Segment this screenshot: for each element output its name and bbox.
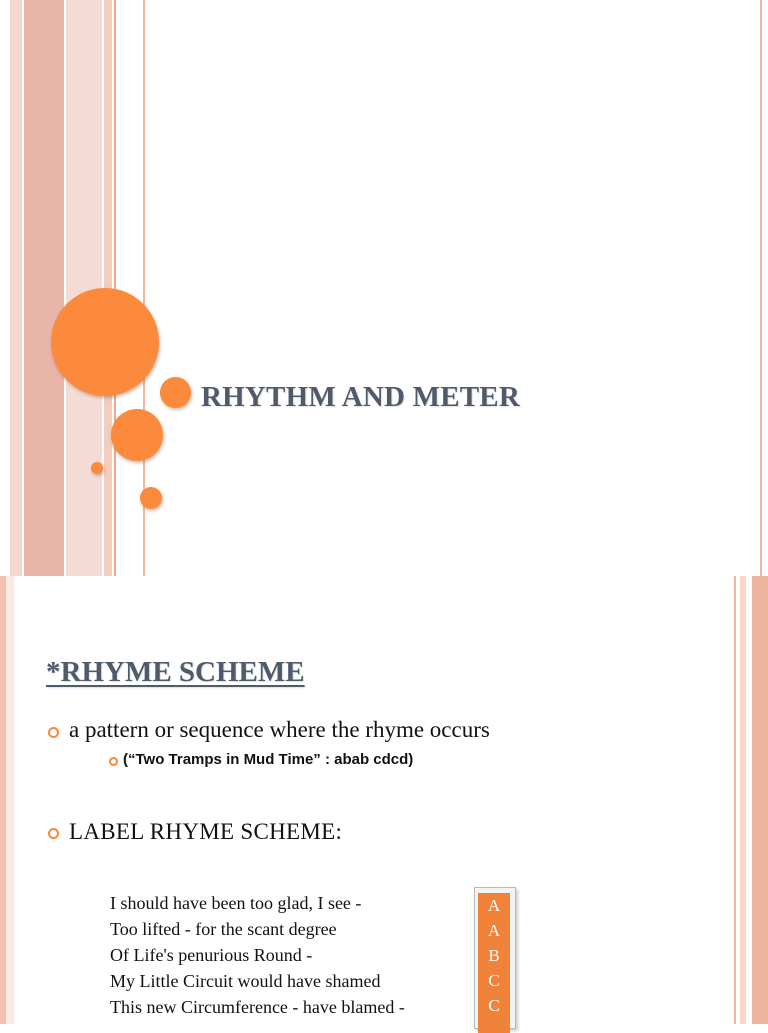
decor-stripe <box>10 0 22 576</box>
poem-line: This new Circumference - have blamed - <box>110 997 405 1017</box>
poem-line: Too lifted - for the scant degree <box>110 919 337 939</box>
poem-line: My Little Circuit would have shamed <box>110 971 381 991</box>
slide-heading: *RHYME SCHEME <box>46 656 305 688</box>
decor-stripe <box>752 576 768 1024</box>
ring-bullet-icon <box>48 727 59 738</box>
bullet-text: LABEL RHYME SCHEME: <box>69 819 343 844</box>
rhyme-label-column <box>478 893 510 1033</box>
rhyme-label: A <box>487 896 501 915</box>
bullet-text: a pattern or sequence where the rhyme occurs <box>69 717 490 742</box>
decor-stripe <box>734 576 736 1024</box>
rhyme-label: A <box>487 921 501 940</box>
decor-stripe <box>24 0 64 576</box>
rhyme-label: B <box>488 946 500 965</box>
ring-bullet-icon <box>48 828 59 839</box>
decor-circle <box>111 409 163 461</box>
decor-circle <box>160 377 191 408</box>
slide-title: RHYTHM AND METER <box>201 381 520 413</box>
poem-line: Of Life's penurious Round - <box>110 945 313 965</box>
decor-circle <box>91 462 103 474</box>
decor-circle <box>140 487 162 509</box>
decor-stripe <box>740 576 746 1024</box>
poem-excerpt <box>110 890 470 1020</box>
sub-bullet-text: (“Two Tramps in Mud Time” : abab cdcd) <box>123 751 414 768</box>
rhyme-label: C <box>488 971 500 990</box>
ring-bullet-icon <box>109 757 118 766</box>
rhyme-label: C <box>488 996 500 1015</box>
decor-circle-large <box>51 288 159 396</box>
decor-stripe <box>6 576 14 1024</box>
poem-line: I should have been too glad, I see - <box>110 893 362 913</box>
decor-stripe <box>760 0 762 576</box>
